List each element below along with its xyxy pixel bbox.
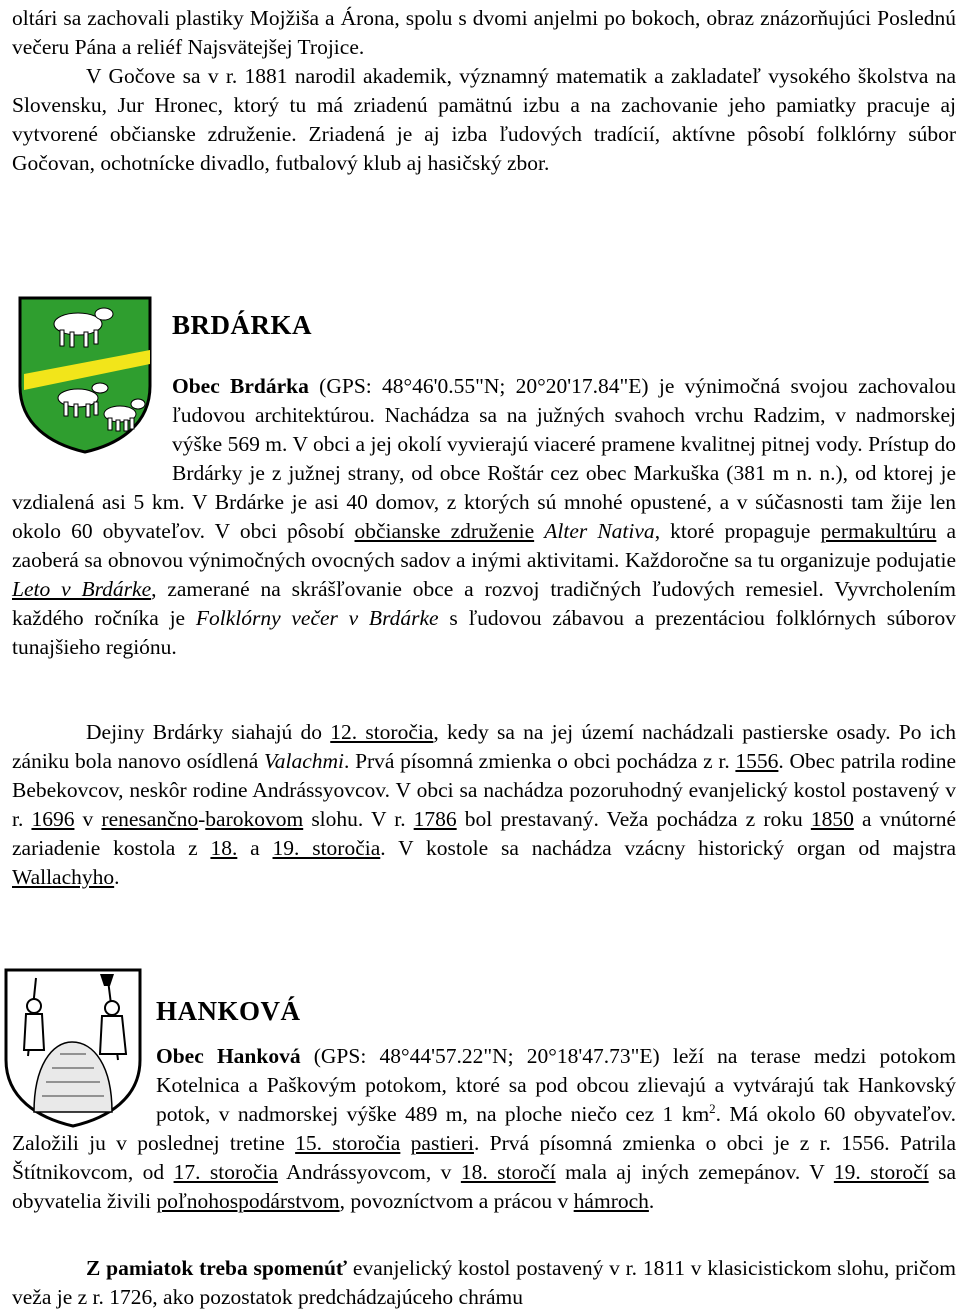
monuments-text: evanjelický kostol postavený v r. 1811 v klasicistickom slohu, pričom veža je z r. 1726, ako pozostatok predchádzajúceho chrámu [12, 1256, 956, 1309]
link-leto-v-brdarke[interactable]: Leto v Brdárke [12, 577, 152, 601]
hist-text-d: . Obec patrila rodine Bebekovcov, neskôr rodine Andrássyovcov. V obci sa nachádza pozoruhodný evanjelický kostol postavený v r. [12, 749, 957, 831]
hist-text-b: , kedy sa na jej území nachádzali pastierske osady. Po ich zániku bola nanovo osídlená [12, 720, 956, 773]
link-renesancno[interactable]: renesančno [101, 807, 199, 831]
superscript-2: 2 [709, 1100, 716, 1116]
hankova-monuments-paragraph [12, 1254, 956, 1312]
space [534, 519, 544, 543]
folklorny-vecer: Folklórny večer v Brdárke [195, 606, 439, 630]
hankova-text-6: sa obyvatelia živili [12, 1160, 956, 1213]
crest-float-spacer [12, 372, 172, 478]
hankova-text-8: . [648, 1189, 655, 1213]
hist-text-h: a vnútorné zariadenie kostola z [12, 807, 957, 860]
brdarka-text-4: , zamerané na skrášľovanie obce a rozvoj tradičných ľudových remesiel. Vyvrcholením každého ročníka je [12, 577, 957, 630]
link-1850[interactable]: 1850 [810, 807, 854, 831]
link-18[interactable]: 18. [210, 836, 238, 860]
link-12-storocia[interactable]: 12. storočia [330, 720, 434, 744]
link-wallachyho[interactable]: Wallachyho [12, 865, 115, 889]
link-barokovom[interactable]: barokovom [205, 807, 304, 831]
intro-paragraph-1: oltári sa zachovali plastiky Mojžiša a Árona, spolu s dvomi anjelmi po bokoch, obraz znázorňujúci Poslednú večeru Pána a reliéf Najsvätejšej Trojice. [12, 6, 956, 59]
link-18-stoloci[interactable]: 18. storočí [460, 1160, 556, 1184]
hist-dash: - [198, 807, 206, 831]
hankova-text-2: . Má okolo 60 obyvateľov. Založili ju v poslednej tretine [12, 1102, 956, 1155]
hankova-section [12, 1042, 956, 1216]
hist-text-k: . V kostole sa nachádza vzácny historický organ od majstra [380, 836, 956, 860]
obec-label-hankova: Obec Hanková [156, 1044, 301, 1068]
section-title-brdarka: BRDÁRKA [172, 310, 313, 340]
hist-text-c: . Prvá písomná zmienka o obci pochádza z r. [344, 749, 736, 773]
hist-text-g: bol prestavaný. Veža pochádza z roku [456, 807, 811, 831]
link-1556[interactable]: 1556 [735, 749, 779, 773]
link-1696[interactable]: 1696 [31, 807, 75, 831]
hankova-text-3: . Prvá písomná zmienka o obci je z r. 1556. Patrila Štítnikovcom, od [12, 1131, 957, 1184]
brdarka-text-3: a zaoberá sa obnovou výnimočných ovocných sadov a inými aktivitami. Každoročne sa tu organizuje podujatie [12, 519, 957, 572]
hist-text-a: Dejiny Brdárky siahajú do [86, 720, 331, 744]
link-19-stoloci[interactable]: 19. storočí [833, 1160, 929, 1184]
crest-float-spacer-2 [12, 1042, 156, 1128]
monuments-bold-lead: Z pamiatok treba spomenúť [86, 1256, 348, 1280]
intro-paragraph-2: V Gočove sa v r. 1881 narodil akademik, významný matematik a zakladateľ vysokého školstva na Slovensku, Jur Hronec, ktorý tu má zriadenú pamätnú izbu a na zachovanie jeho pamiatky pracuje aj vytvorené občianske združenie. Zriadená je aj izba ľudových tradícií, aktívne pôsobí folklórny súbor Gočovan, ochotnícke divadlo, futbalový klub aj hasičský zbor. [12, 64, 956, 175]
link-permakultura[interactable]: permakultúru [820, 519, 937, 543]
hankova-text-4: Andrássyovcom, v [277, 1160, 461, 1184]
link-15-storocia[interactable]: 15. storočia [295, 1131, 401, 1155]
brdarka-section [12, 372, 956, 662]
section-title-hankova: HANKOVÁ [156, 996, 301, 1026]
link-polnohospodarstvom[interactable]: poľnohospodárstvom [156, 1189, 340, 1213]
hist-end: . [114, 865, 120, 889]
hist-text-e: v [74, 807, 102, 831]
hankova-text-7: , povozníctvom a prácou v [339, 1189, 574, 1213]
hankova-text-1: (GPS: 48°44'57.22"N; 20°18'47.73"E) leží na terase medzi potokom Kotelnica a Paškovým potokom, ktoré sa pod obcou zlievajú a vytvárajú tak Hankovský potok, v nadmorskej výške 489 m, na ploche niečo cez 1 km [156, 1044, 956, 1126]
link-17-storocia[interactable]: 17. storočia [173, 1160, 278, 1184]
link-19-storocia[interactable]: 19. storočia [272, 836, 381, 860]
brdarka-text-2: , ktoré propaguje [654, 519, 821, 543]
link-1786[interactable]: 1786 [413, 807, 457, 831]
brdarka-history-paragraph [12, 718, 956, 892]
brdarka-text-5: s ľudovou zábavou a prezentáciou folklórnych súborov tunajšieho regiónu. [12, 606, 956, 659]
obec-label-brdarka: Obec Brdárka [172, 374, 309, 398]
hist-and: a [237, 836, 273, 860]
link-obcianske-zdruzenie[interactable]: občianske združenie [354, 519, 535, 543]
space-2 [400, 1131, 410, 1155]
link-pastieri[interactable]: pastieri [410, 1131, 474, 1155]
valachmi: Valachmi [263, 749, 345, 773]
link-hamroch[interactable]: hámroch [573, 1189, 649, 1213]
brdarka-text-1: (GPS: 48°46'0.55"N; 20°20'17.84"E) je výnimočná svojou zachovalou ľudovou architektúrou. Nachádza sa na južných svahoch vrchu Radzim, v nadmorskej výške 569 m. V obci a jej okolí vyvierajú viaceré pramene kvalitnej pitnej vody. Prístup do Brdárky je z južnej strany, od obce Roštár cez obec Markuška (381 m n. n.), od ktorej je vzdialená asi 5 km. V Brdárke je asi 40 domov, z ktorých sú mnohé opustené, a v súčasnosti tam žije len okolo 60 obyvateľov. V obci pôsobí [12, 374, 956, 543]
hankova-text-5: mala aj iných zemepánov. V [555, 1160, 834, 1184]
alter-nativa: Alter Nativa [544, 519, 655, 543]
hist-text-f: slohu. V r. [303, 807, 414, 831]
